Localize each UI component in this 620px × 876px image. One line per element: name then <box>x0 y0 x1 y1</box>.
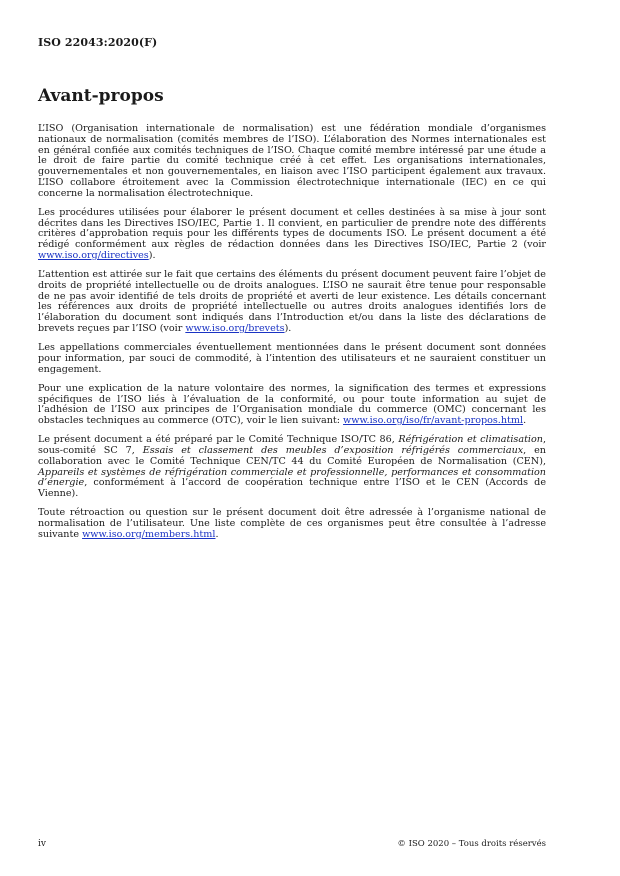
committee-text-c: , sous-comité SC 7, <box>38 434 547 456</box>
paragraph-feedback <box>38 508 546 540</box>
paragraph-committee <box>38 435 546 500</box>
paragraph-procedures <box>38 208 546 262</box>
paragraph-procedures-text: Les procédures utilisées pour élaborer le présent document et celles destinées à sa mise à jour sont décrites dans les Directives ISO/IEC, Partie 1. Il convient, en particulier de prendre note des différents critères d’approbation requis pour les différents types de documents ISO. Le présent document a été rédigé conformément aux règles de rédaction données dans les Directives ISO/IEC, Partie 2 (voir <box>38 206 546 250</box>
committee-sc-title: Essais et classement des meubles d’exposition réfrigérés commerciaux <box>142 445 524 456</box>
page-number: iv <box>38 839 46 849</box>
committee-cen-title: Appareils et systèmes de réfrigération commerciale et professionnelle, performances et consommation d’énergie <box>38 466 546 489</box>
directives-link[interactable]: www.iso.org/directives <box>38 249 149 261</box>
paragraph-feedback-end: . <box>215 528 219 540</box>
committee-text-e: , en collaboration avec le Comité Technique CEN/TC 44 du Comité Européen de Normalisation (CEN), <box>38 445 546 467</box>
committee-text-g: , conformément à l’accord de coopération technique entre l’ISO et le CEN (Accords de Vienne). <box>38 477 546 499</box>
paragraph-voluntary-nature-text: Pour une explication de la nature volontaire des normes, la signification des termes et expressions spécifiques de l’ISO liés à l’évaluation de la conformité, ou pour toute information au sujet de l’adhésion de l’ISO aux principes de l’Organisation mondiale du commerce (OMC) concernant les obstacles techniques au commerce (OTC), voir le lien suivant: <box>38 382 546 426</box>
document-code: ISO 22043:2020(F) <box>38 36 158 49</box>
page-title: Avant-propos <box>38 86 164 106</box>
paragraph-procedures-end: ). <box>148 249 156 261</box>
copyright-notice: © ISO 2020 – Tous droits réservés <box>397 839 546 849</box>
paragraph-iso-organisation: L’ISO (Organisation internationale de normalisation) est une fédération mondiale d’organismes nationaux de normalisation (comités membres de l’ISO). L’élaboration des Normes internationales est en général confiée aux comités techniques de l’ISO. Chaque comité membre intéressé par une étude a le droit de faire partie du comité technique créé à cet effet. Les organisations internationales, gouvernementales et non gouvernementales, en liaison avec l’ISO participent également aux travaux. L’ISO collabore étroitement avec la Commission électrotechnique internationale (IEC) en ce qui concerne la normalisation électrotechnique. <box>38 123 546 199</box>
foreword-info-link[interactable]: www.iso.org/iso/fr/avant-propos.html <box>343 415 524 426</box>
paragraph-voluntary-nature <box>38 384 546 427</box>
committee-tc-title: Réfrigération et climatisation <box>398 434 543 446</box>
paragraph-patents-text: L’attention est attirée sur le fait que certains des éléments du présent document peuvent faire l’objet de droits de propriété intellectuelle ou de droits analogues. L’ISO ne saurait être tenue pour responsable de ne pas avoir identifié de tels droits de propriété et averti de leur existence. Les détails concernant les références aux droits de propriété intellectuelle ou autres droits analogues identifiés lors de l’élaboration du document sont indiqués dans l’Introduction et/ou dans la liste des déclarations de brevets reçues par l’ISO (voir <box>38 269 546 334</box>
paragraph-trade-names: Les appellations commerciales éventuellement mentionnées dans le présent document sont données pour information, par souci de commodité, à l’intention des utilisateurs et ne sauraient constituer un engagement. <box>38 342 546 375</box>
paragraph-voluntary-nature-end: . <box>523 415 527 426</box>
foreword-body <box>38 124 546 549</box>
paragraph-feedback-text: Toute rétroaction ou question sur le présent document doit être adressée à l’organisme national de normalisation de l’utilisateur. Une liste complète de ces organismes peut être consultée à l’adresse suivante <box>38 507 546 540</box>
paragraph-patents-end: ). <box>284 322 292 334</box>
paragraph-patents <box>38 270 546 335</box>
committee-text-a: Le présent document a été préparé par le Comité Technique ISO/TC 86, <box>38 434 399 446</box>
patents-link[interactable]: www.iso.org/brevets <box>185 322 285 334</box>
members-link[interactable]: www.iso.org/members.html <box>82 528 216 540</box>
